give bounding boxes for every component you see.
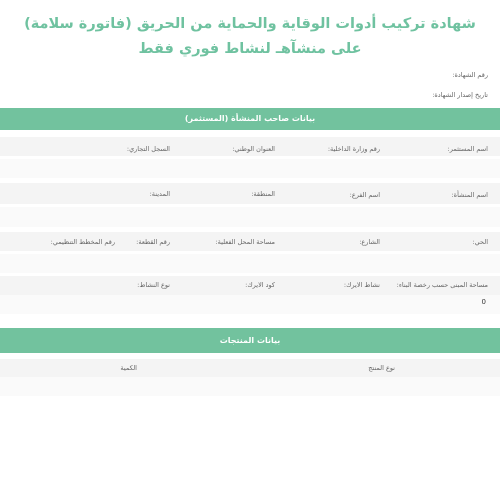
products-table-row [0, 377, 500, 396]
region-label: المنطقة: [251, 190, 275, 198]
investor-section-banner: بيانات صاحب المنشأة (المستثمر) [0, 108, 500, 130]
plan-number-label: رقم المخطط التنظيمي: [50, 238, 115, 246]
facility-info-row [0, 183, 500, 204]
location-info-row-value [0, 254, 500, 273]
interior-ministry-number-label: رقم وزارة الداخلية: [327, 145, 380, 153]
investor-info-row-1-value [0, 159, 500, 178]
actual-shop-area-label: مساحة المحل الفعلية: [215, 238, 275, 246]
branch-name-label: اسم الفرع: [349, 191, 380, 199]
plot-number-label: رقم القطعة: [136, 238, 170, 246]
certificate-title-line-2: على منشآهـ لنشاط فوري فقط [138, 41, 362, 57]
activity-type-label: نوع النشاط: [137, 281, 170, 289]
street-label: الشارع: [359, 238, 380, 246]
facility-name-label: اسم المنشأة: [451, 191, 488, 199]
products-column-quantity: الكمية [120, 364, 137, 372]
products-table-header [0, 359, 500, 377]
district-label: الحي: [472, 238, 488, 246]
certificate-number-label: رقم الشهادة: [452, 71, 488, 79]
building-area-label: مساحة المبنى حسب رخصة البناء: [396, 281, 488, 289]
city-label: المدينة: [149, 190, 170, 198]
building-area-value: 0 [481, 298, 486, 306]
national-address-label: العنوان الوطني: [232, 145, 275, 153]
products-section-banner: بيانات المنتجات [0, 328, 500, 353]
facility-info-row-value [0, 207, 500, 227]
commercial-register-label: السجل التجاري: [126, 145, 170, 153]
certificate-title-line-1: شهادة تركيب أدوات الوقاية والحماية من الحريق (فاتورة سلامة) [24, 16, 476, 32]
investor-name-label: اسم المستثمر: [447, 145, 488, 153]
products-column-product-type: نوع المنتج [368, 364, 395, 372]
certificate-date-label: تاريخ إصدار الشهادة: [432, 91, 488, 99]
activity-label: نشاط الايرك: [343, 281, 380, 289]
activity-code-label: كود الايرك: [245, 281, 275, 289]
activity-info-row-value [0, 295, 500, 314]
